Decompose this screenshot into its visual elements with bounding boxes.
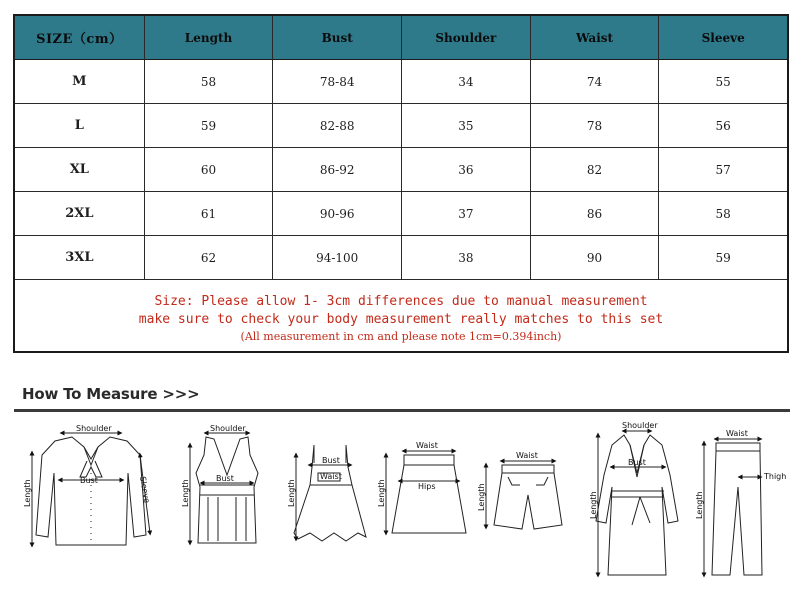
sleeve-cell: 58 [715,206,731,221]
length-cell: 58 [145,60,274,103]
bust-cell: 94-100 [273,236,402,279]
bust-cell: 78-84 [273,60,402,103]
table-row [15,60,787,104]
table-row [15,148,787,192]
size-table [13,14,789,353]
bust-cell: 86-92 [273,148,402,191]
note-line-3: (All measurement in cm and please note 1cm=0.394inch) [240,330,562,343]
tank-shoulder-label: Shoulder [210,424,246,433]
blouse-icon [32,433,150,545]
shorts-length-label: Length [477,483,486,511]
size-cell: XL [15,148,145,191]
tank-bust-label: Bust [216,474,234,483]
measurement-note [15,280,787,351]
sundress-bust-label: Bust [322,456,340,465]
table-row [15,236,787,280]
bust-cell: 82-88 [273,104,402,147]
header-waist: Waist [531,16,660,59]
shoulder-cell: 34 [402,60,531,103]
waist-cell: 82 [531,148,660,191]
coat-length-label: Length [589,491,598,519]
shoulder-cell: 36 [402,148,531,191]
sleeve-cell: 55 [715,74,731,89]
shoulder-cell: 38 [402,236,531,279]
bust-cell: 90-96 [273,192,402,235]
shorts-waist-label: Waist [516,451,538,460]
skirt-icon [386,451,466,533]
length-cell: 62 [145,236,274,279]
sundress-length-label: Length [287,479,296,507]
size-cell: 2XL [15,192,145,235]
coat-bust-label: Bust [628,458,646,467]
header-shoulder: Shoulder [402,16,531,59]
shoulder-cell: 37 [402,192,531,235]
length-cell: 61 [145,192,274,235]
blouse-shoulder-label: Shoulder [76,424,112,433]
garment-diagram-svg [0,415,802,593]
sundress-waist-label: Waist [320,472,342,481]
blouse-sleeve-label: Sleeve [138,475,152,504]
garment-diagrams [0,415,802,593]
skirt-length-label: Length [377,479,386,507]
length-cell: 60 [145,148,274,191]
section-divider [14,409,790,412]
waist-cell: 74 [531,60,660,103]
shorts-icon [486,461,562,529]
waist-cell: 86 [531,192,660,235]
how-to-measure-title: How To Measure >>> [22,385,200,403]
blouse-bust-label: Bust [80,476,98,485]
tank-top-icon [190,433,258,543]
header-sleeve: Sleeve [701,30,745,45]
skirt-hips-label: Hips [418,482,436,491]
sleeve-cell: 59 [715,250,731,265]
note-line-1: Size: Please allow 1- 3cm differences due to manual measurement [154,294,648,309]
size-cell: L [15,104,145,147]
header-bust: Bust [273,16,402,59]
note-line-2: make sure to check your body measurement really matches to this set [138,312,664,327]
trench-coat-icon [596,431,678,575]
sleeve-cell: 56 [715,118,731,133]
length-cell: 59 [145,104,274,147]
trousers-thigh-label: Thigh [764,472,787,481]
waist-cell: 90 [531,236,660,279]
header-length: Length [145,16,274,59]
trousers-icon [704,439,762,575]
sleeve-cell: 57 [715,162,731,177]
size-cell: M [15,60,145,103]
waist-cell: 78 [531,104,660,147]
trousers-length-label: Length [695,491,704,519]
size-cell: 3XL [15,236,145,279]
shoulder-cell: 35 [402,104,531,147]
skirt-waist-label: Waist [416,441,438,450]
table-row [15,192,787,236]
table-header-row [15,16,787,60]
coat-shoulder-label: Shoulder [622,421,658,430]
trousers-waist-label: Waist [726,429,748,438]
tank-length-label: Length [181,479,190,507]
blouse-length-label: Length [23,479,32,507]
table-row [15,104,787,148]
header-size: SIZE（cm） [15,16,145,59]
